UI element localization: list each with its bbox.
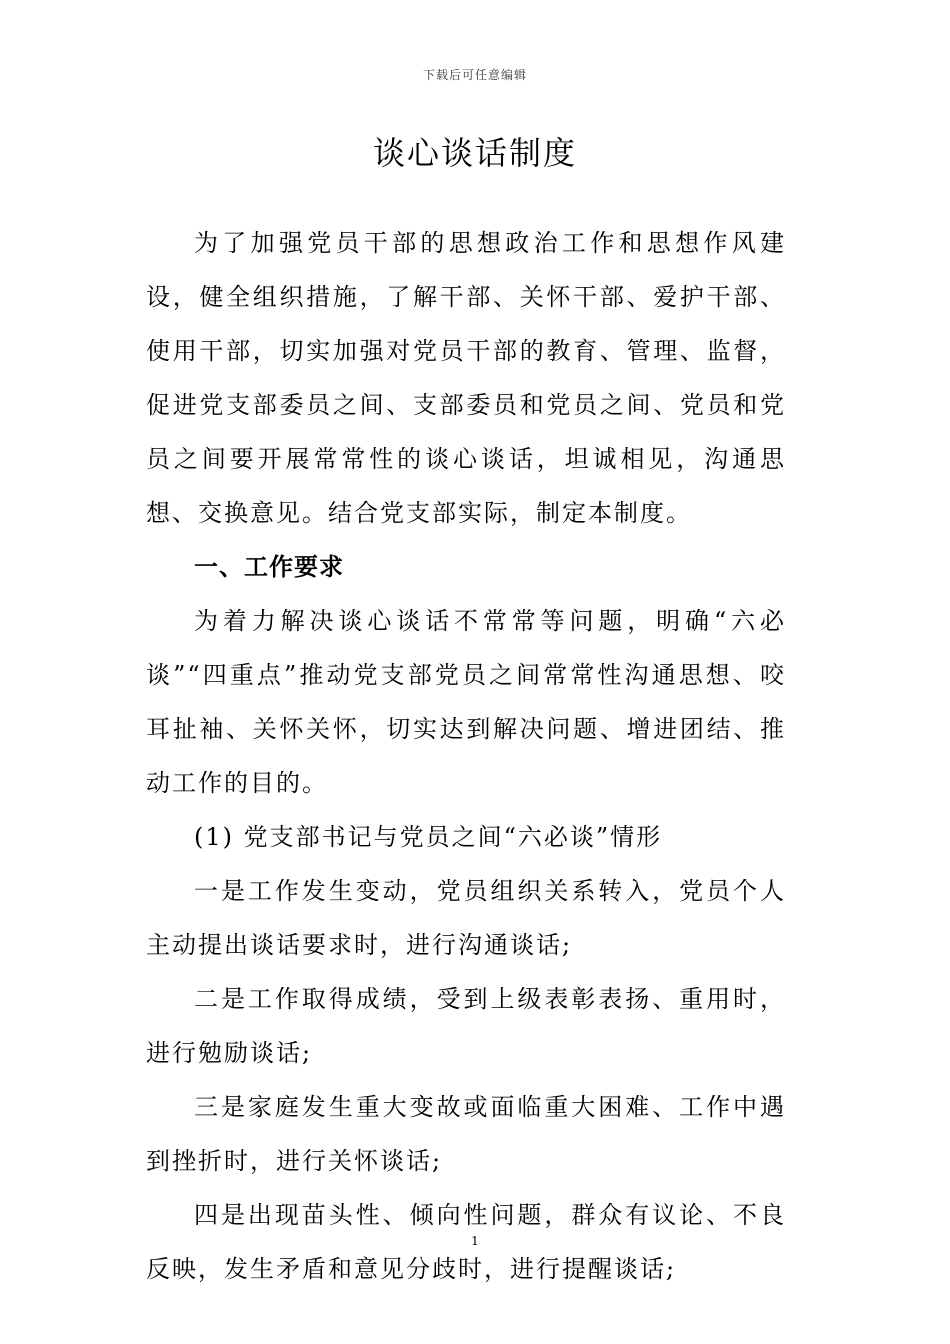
page-number: 1 <box>471 1234 479 1248</box>
document-title: 谈心谈话制度 <box>372 134 577 172</box>
item-three-paragraph: 三是家庭发生重大变故或面临重大困难、工作中遇到挫折时，进行关怀谈话; <box>146 1093 786 1175</box>
document-body <box>146 216 786 1296</box>
item-two-paragraph: 二是工作取得成绩，受到上级表彰表扬、重用时，进行勉励谈话; <box>146 985 786 1067</box>
section-heading-work-requirements: 一、工作要求 <box>194 553 344 581</box>
subheading-six-must-talk: (1) 党支部书记与党员之间“六必谈”情形 <box>194 823 663 851</box>
item-one-paragraph: 一是工作发生变动，党员组织关系转入，党员个人主动提出谈话要求时，进行沟通谈话; <box>146 877 786 959</box>
item-four-paragraph: 四是出现苗头性、倾向性问题，群众有议论、不良反映，发生矛盾和意见分歧时，进行提醒谈话; <box>146 1201 786 1283</box>
requirements-paragraph: 为着力解决谈心谈话不常常等问题，明确“六必谈”“四重点”推动党支部党员之间常常性沟通思想、咬耳扯袖、关怀关怀，切实达到解决问题、增进团结、推动工作的目的。 <box>146 607 786 797</box>
page-header-note: 下载后可任意编辑 <box>422 68 527 82</box>
intro-paragraph: 为了加强党员干部的思想政治工作和思想作风建设，健全组织措施，了解干部、关怀干部、爱护干部、使用干部，切实加强对党员干部的教育、管理、监督，促进党支部委员之间、支部委员和党员之间、党员和党员之间要开展常常性的谈心谈话，坦诚相见，沟通思想、交换意见。结合党支部实际，制定本制度。 <box>146 229 786 527</box>
